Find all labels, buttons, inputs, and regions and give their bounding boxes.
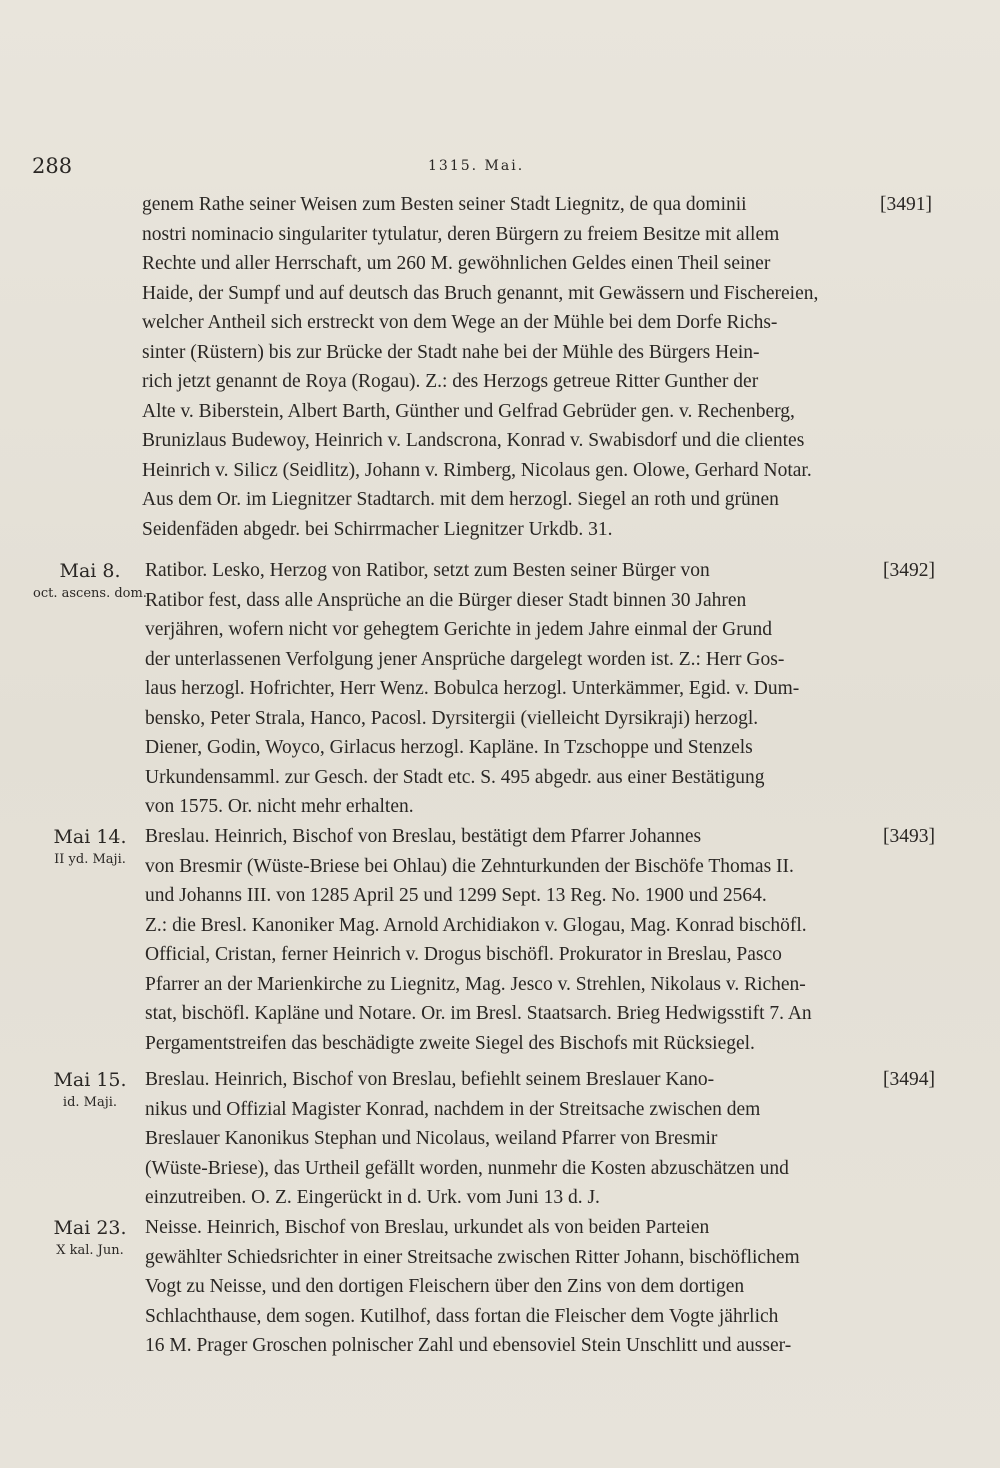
entry-ref: [3494] bbox=[883, 1069, 935, 1090]
entry-margin bbox=[30, 822, 150, 867]
entry-body: Breslau. Heinrich, Bischof von Breslau, befiehlt seinem Breslauer Kano- nikus und Offizial Magister Konrad, nachdem in der Streitsache zwischen dem Breslauer Kanonikus Stephan und Nicolaus, weiland Pfarrer von Bresmir (Wüste-Briese), das Urtheil gefällt worden, nunmehr die Kosten abzuschätzen und einzutreiben. O. Z. Eingerückt in d. Urk. vom Juni 13 d. J. bbox=[145, 1069, 789, 1208]
entry-date: Mai 15. bbox=[53, 1069, 127, 1091]
entry-body: genem Rathe seiner Weisen zum Besten seiner Stadt Liegnitz, de qua dominii nostri nominacio singulariter tytulatur, deren Bürgern zu freiem Besitze mit allem Rechte und aller Herrschaft, um 260 M. gewöhnlichen Geldes einen Theil seiner Haide, der Sumpf und auf deutsch das Bruch genannt, mit Gewässern und Fischereien, welcher Antheil sich erstreckt von dem Wege an der Mühle bei dem Dorfe Richs- sinter (Rüstern) bis zur Brücke der Stadt nahe bei der Mühle des Bürgers Hein- rich jetzt genannt de Roya (Rogau). Z.: des Herzogs getreue Ritter Gunther der Alte v. Biberstein, Albert Barth, Günther und Gelfrad Gebrüder gen. v. Rechenberg, Brunizlaus Budewoy, Heinrich v. Landscrona, Konrad v. Swabisdorf und die clientes Heinrich v. Silicz (Seidlitz), Johann v. Rimberg, Nicolaus gen. Olowe, Gerhard Notar. Aus dem Or. im Liegnitzer Stadtarch. mit dem herzogl. Siegel an roth und grünen Seidenfäden abgedr. bei Schirrmacher Liegnitzer Urkdb. 31. bbox=[142, 194, 819, 540]
entry-margin bbox=[30, 1213, 150, 1258]
entry-text bbox=[145, 1213, 935, 1361]
entry-date: Mai 14. bbox=[53, 826, 127, 848]
entry-ref: [3491] bbox=[880, 194, 932, 215]
entry-body: Ratibor. Lesko, Herzog von Ratibor, setzt zum Besten seiner Bürger von Ratibor fest, dass alle Ansprüche an die Bürger dieser Stadt binnen 30 Jahren verjähren, wofern nicht vor gehegtem Gerichte in jedem Jahre einmal der Grund der unterlassenen Verfolgung jener Ansprüche dargelegt worden ist. Z.: Herr Gos- laus herzogl. Hofrichter, Herr Wenz. Bobulca herzogl. Unterkämmer, Egid. v. Dum- bensko, Peter Strala, Hanco, Pacosl. Dyrsitergii (vielleicht Dyrsikraji) herzogl. Diener, Godin, Woyco, Girlacus herzogl. Kapläne. In Tzschoppe und Stenzels Urkundensamml. zur Gesch. der Stadt etc. S. 495 abgedr. aus einer Bestätigung von 1575. Or. nicht mehr erhalten. bbox=[145, 560, 800, 817]
entry-margin bbox=[30, 1065, 150, 1110]
running-head bbox=[0, 150, 1000, 180]
entry-liturgical-date: id. Maji. bbox=[62, 1095, 118, 1110]
entry-text bbox=[145, 1065, 935, 1213]
entry-liturgical-date: oct. ascens. dom. bbox=[33, 586, 147, 601]
entry-ref: [3493] bbox=[883, 826, 935, 847]
entry-liturgical-date: X kal. Jun. bbox=[56, 1243, 124, 1258]
entry-body: Neisse. Heinrich, Bischof von Breslau, urkundet als von beiden Parteien gewählter Schiedsrichter in einer Streitsache zwischen Ritter Johann, bischöflichem Vogt zu Neisse, und den dortigen Fleischern über den Zins von dem dortigen Schlachthause, dem sogen. Kutilhof, dass fortan die Fleischer dem Vogte jährlich 16 M. Prager Groschen polnischer Zahl und ebensoviel Stein Unschlitt und ausser- bbox=[145, 1217, 800, 1356]
entry-text bbox=[145, 822, 935, 1058]
entry-body: Breslau. Heinrich, Bischof von Breslau, bestätigt dem Pfarrer Johannes von Bresmir (Wüste-Briese bei Ohlau) die Zehnturkunden der Bischöfe Thomas II. und Johanns III. von 1285 April 25 und 1299 Sept. 13 Reg. No. 1900 und 2564. Z.: die Bresl. Kanoniker Mag. Arnold Archidiakon v. Glogau, Mag. Konrad bischöfl. Official, Cristan, ferner Heinrich v. Drogus bischöfl. Prokurator in Breslau, Pasco Pfarrer an der Marienkirche zu Liegnitz, Mag. Jesco v. Strehlen, Nikolaus v. Richen- stat, bischöfl. Kapläne und Notare. Or. im Bresl. Staatsarch. Brieg Hedwigsstift 7. An Pergamentstreifen das beschädigte zweite Siegel des Bischofs mit Rücksiegel. bbox=[145, 826, 812, 1054]
page-number: 288 bbox=[32, 154, 73, 178]
entry-text bbox=[142, 190, 932, 544]
entry-liturgical-date: II yd. Maji. bbox=[54, 852, 126, 867]
entry-date: Mai 23. bbox=[53, 1217, 127, 1239]
entry-date: Mai 8. bbox=[59, 560, 121, 582]
header-date: 1315. Mai. bbox=[428, 158, 525, 174]
entry-text bbox=[145, 556, 935, 822]
entry-ref: [3492] bbox=[883, 560, 935, 581]
entry-margin bbox=[30, 556, 150, 601]
